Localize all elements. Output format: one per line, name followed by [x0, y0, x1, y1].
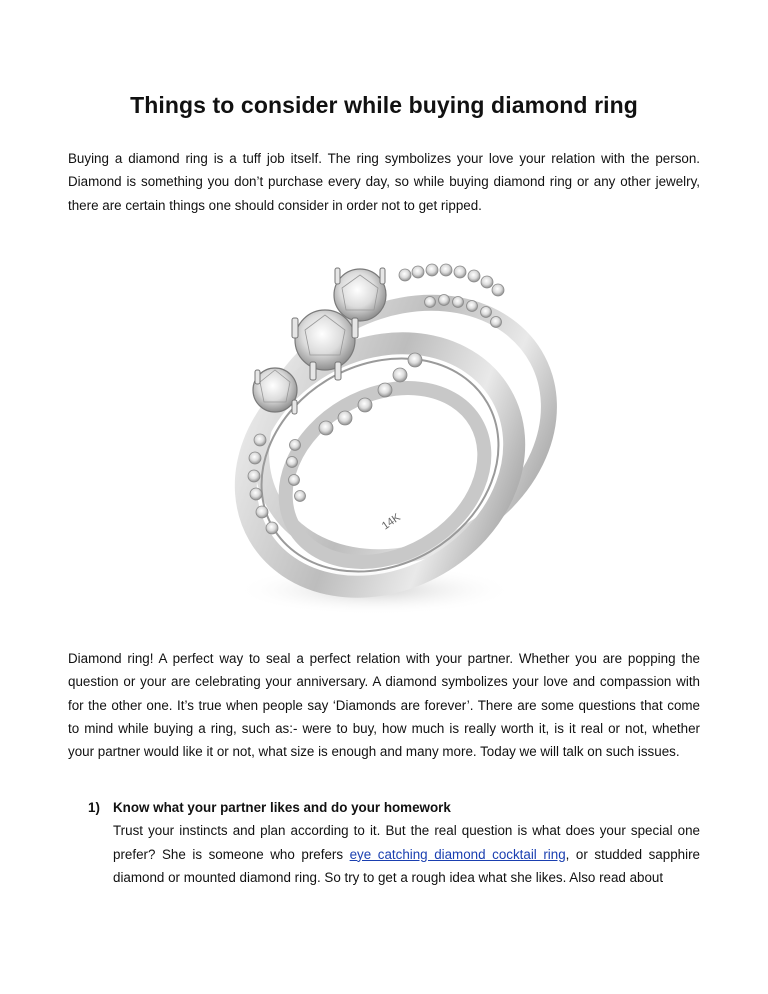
list-number: 1): [88, 800, 100, 815]
list-body: [113, 819, 700, 889]
band-stamp-text: 14K: [379, 511, 403, 533]
body-paragraph: Diamond ring! A perfect way to seal a perfect relation with your partner. Whether you are popping the question or your are celebrating your anniversary. A diamond symbolizes your love and compassion with for the other one. It’s true when people say ‘Diamonds are forever’. There are some questions that come to mind while buying a ring, such as:- were to buy, how much is really worth it, is it real or not, whether your partner would like it or not, what size is enough and many more. Today we will talk on such issues.: [68, 651, 700, 760]
list-body-text-after: , or studded sapphire diamond or mounted diamond ring. So try to get a rough idea what she likes. Also read about: [113, 846, 700, 885]
intro-paragraph: Buying a diamond ring is a tuff job itself. The ring symbolizes your love your relation with the person. Diamond is something you don’t purchase every day, so while buying diamond ring or any other jewelry, there are certain things one should consider in order not to get ripped.: [68, 151, 700, 213]
list-body-text-before: Trust your instincts and plan according to it. But the real question is what does your special one prefer? She is someone who prefers: [113, 823, 700, 862]
ring-illustration: [200, 230, 580, 625]
list-heading: Know what your partner likes and do your homework: [113, 800, 451, 815]
diamond-ring-image: [200, 230, 580, 625]
cocktail-ring-link[interactable]: eye catching diamond cocktail ring: [349, 846, 566, 862]
page-title: Things to consider while buying diamond ring: [130, 92, 638, 118]
